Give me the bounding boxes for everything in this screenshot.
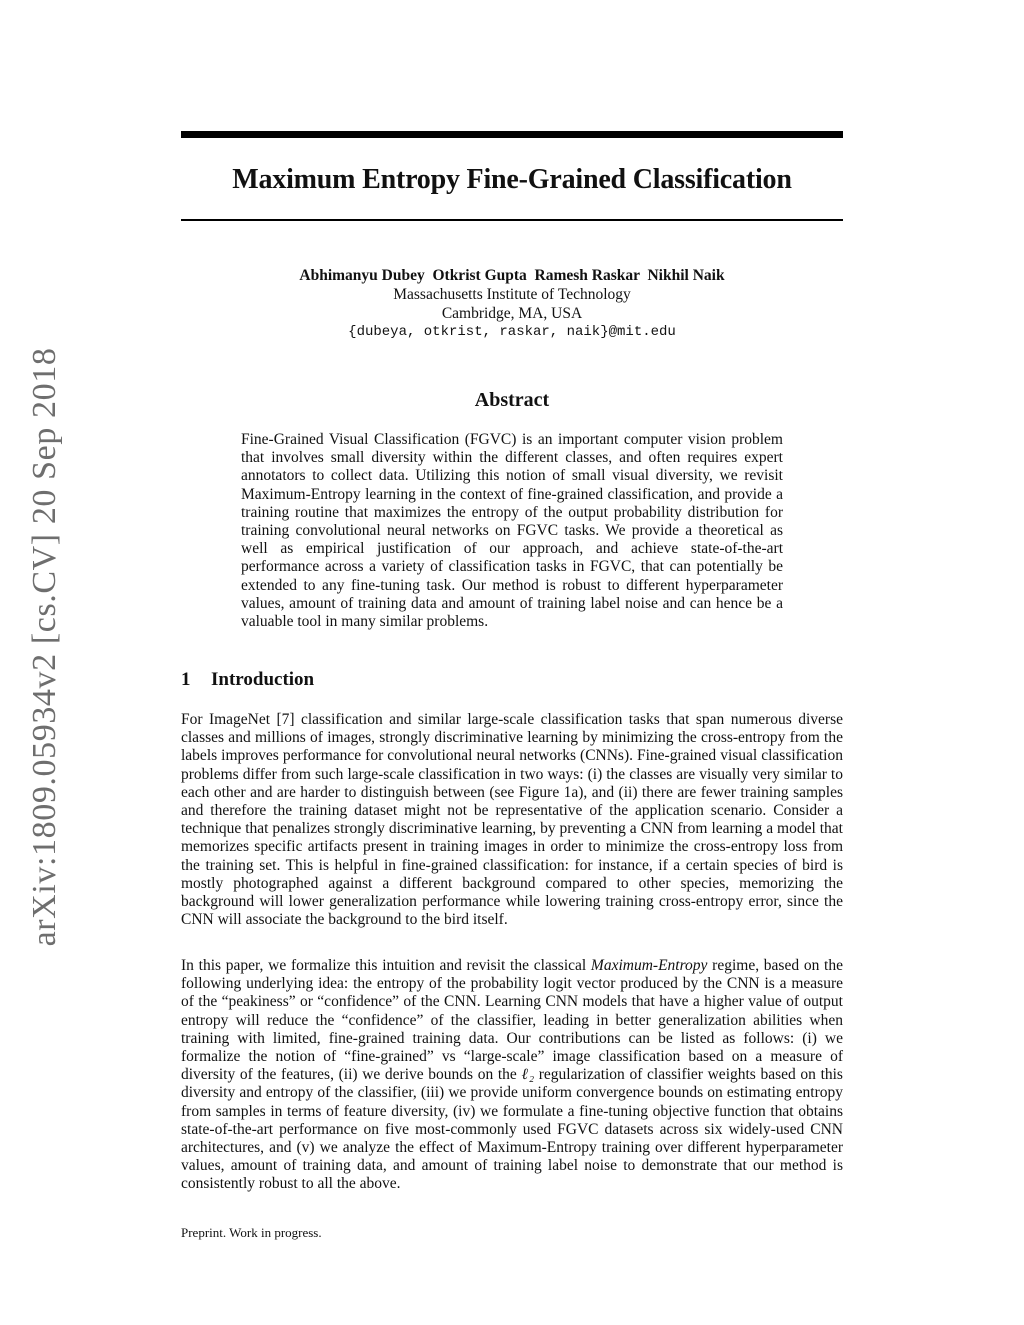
arxiv-identifier: arXiv:1809.05934v2 [cs.CV] 20 Sep 2018 bbox=[26, 347, 63, 947]
author-block bbox=[181, 266, 843, 342]
paragraph-text: regularization of classifier weights based on this diversity and entropy of the classifier, (iii) we provide uniform convergence bounds on estimating entropy from samples in terms of feature diversity, (iv) we formulate a fine-tuning objective function that obtains state-of-the-art performance on five most-commonly used FGVC datasets across six widely-used CNN architectures, and (v) we analyze the effect of Maximum-Entropy training over different hyperparameter values, amount of training data, and amount of training label noise to demonstrate that our method is consistently robust to all the above. bbox=[181, 1066, 843, 1193]
author-names: Abhimanyu Dubey Otkrist Gupta Ramesh Raskar Nikhil Naik bbox=[299, 267, 725, 284]
emphasis-term: Maximum-Entropy bbox=[590, 957, 708, 974]
paragraph-text: regime, based on the following underlying idea: the entropy of the probability logit vector produced by the CNN is a measure of the “peakiness” or “confidence” of the CNN. Learning CNN models that have a higher value of output entropy will reduce the “confidence” of the classifier, leading in better generalization abilities when training with limited, fine-grained training data. Our contributions can be listed as follows: (i) we formalize the notion of “fine-grained” vs “large-scale” image classification based on a measure of diversity of the features, (ii) we derive bounds on the bbox=[181, 957, 843, 1084]
footer-note: Preprint. Work in progress. bbox=[181, 1225, 322, 1240]
abstract-heading: Abstract bbox=[474, 389, 550, 411]
section-heading-introduction bbox=[181, 667, 843, 693]
author-email: {dubeya, otkrist, raskar, naik}@mit.edu bbox=[348, 324, 676, 340]
intro-paragraph-1: For ImageNet [7] classification and similar large-scale classification tasks that span numerous diverse classes and millions of images, strongly discriminative learning by minimizing the cross-entropy from the labels improves performance for convolutional neural networks (CNNs). Fine-grained visual classification problems differ from such large-scale classification in two ways: (i) the classes are visually very similar to each other and are harder to distinguish between (see Figure 1a), and (ii) there are fewer training samples and therefore the training dataset might not be representative of the application scenario. Consider a technique that penalizes strongly discriminative learning, by preventing a CNN from learning a model that memorizes specific artifacts present in training images in order to minimize the cross-entropy loss from the training set. This is helpful in fine-grained classification: for instance, if a certain species of bird is mostly photographed against a different background compared to other species, memorizing the background will lower generalization performance while lowering training cross-entropy error, since the CNN will associate the background to the bird itself. bbox=[181, 711, 843, 929]
paragraph-text: In this paper, we formalize this intuition and revisit the classical bbox=[181, 957, 591, 974]
title-top-rule bbox=[181, 131, 843, 138]
section-title: Introduction bbox=[211, 669, 315, 690]
math-l2-norm: ℓ₂ bbox=[521, 1066, 535, 1084]
affiliation: Massachusetts Institute of Technology bbox=[393, 286, 631, 303]
title-bottom-rule bbox=[181, 219, 843, 221]
intro-paragraph-2 bbox=[181, 957, 843, 1194]
paper-title: Maximum Entropy Fine-Grained Classification bbox=[232, 164, 792, 195]
abstract-text: Fine-Grained Visual Classification (FGVC) is an important computer vision problem that involves small diversity within the different classes, and often requires expert annotators to collect data. Utilizing this notion of small visual diversity, we revisit Maximum-Entropy learning in the context of fine-grained classification, and provide a training routine that maximizes the entropy of the output probability distribution for training convolutional neural networks on FGVC tasks. We provide a theoretical as well as empirical justification of our approach, and achieve state-of-the-art performance across a variety of classification tasks in FGVC, that can potentially be extended to any fine-tuning task. Our method is robust to different hyperparameter values, amount of training data and amount of training label noise and can hence be a valuable tool in many similar problems. bbox=[241, 431, 783, 631]
location: Cambridge, MA, USA bbox=[441, 305, 583, 322]
section-number: 1 bbox=[181, 669, 191, 690]
